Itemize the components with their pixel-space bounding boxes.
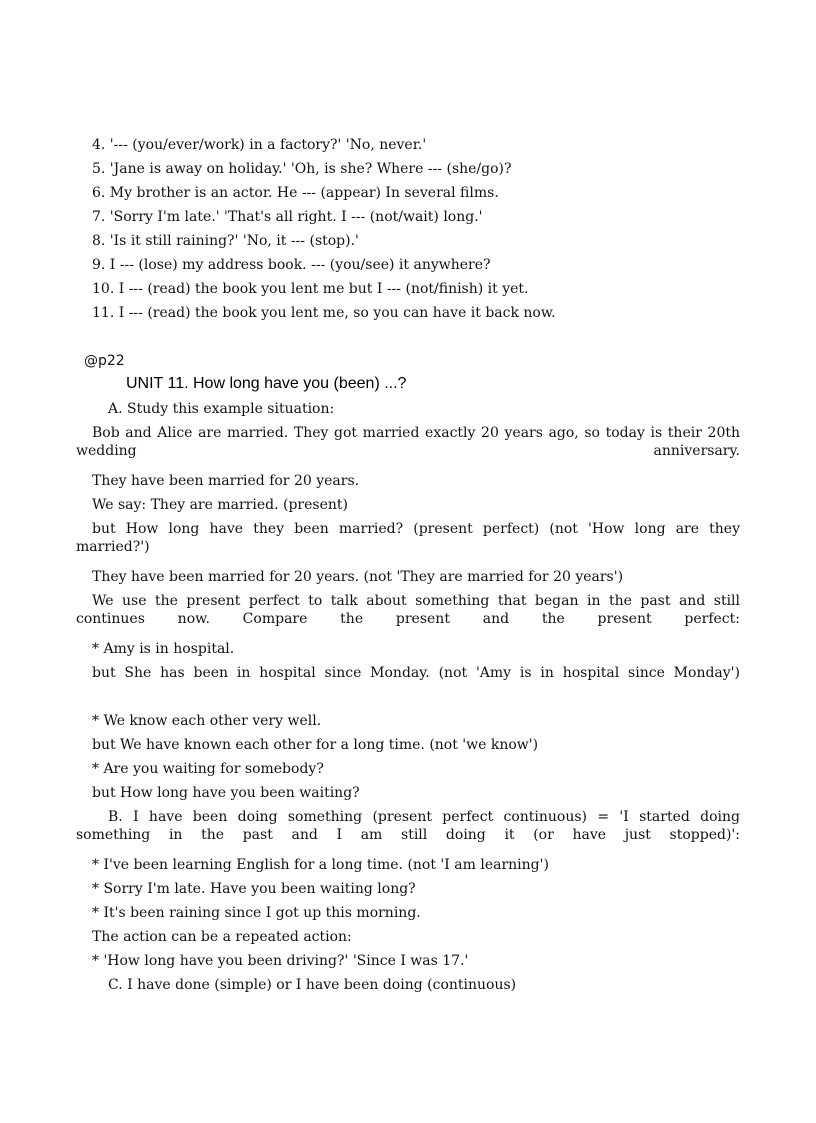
section-a-line-1: They have been married for 20 years.	[92, 473, 360, 489]
section-a-line-11: but How long have you been waiting?	[92, 785, 360, 801]
section-a-line-8: * We know each other very well.	[92, 713, 322, 729]
section-b-line-1: * I've been learning English for a long time. (not 'I am learning')	[92, 857, 549, 873]
section-b-line-5: * 'How long have you been driving?' 'Since I was 17.'	[92, 953, 469, 969]
exercise-4: 4. '--- (you/ever/work) in a factory?' 'No, never.'	[92, 137, 427, 153]
exercise-11: 11. I --- (read) the book you lent me, so you can have it back now.	[92, 305, 556, 321]
section-b-line-2: * Sorry I'm late. Have you been waiting long?	[92, 881, 416, 897]
section-a-line-10: * Are you waiting for somebody?	[92, 761, 324, 777]
section-a-line-3: but How long have they been married? (present perfect) (not 'How long are they married?')	[76, 521, 740, 555]
section-a-line-2: We say: They are married. (present)	[92, 497, 348, 513]
section-a-line-4: They have been married for 20 years. (not 'They are married for 20 years')	[92, 569, 624, 585]
exercise-7: 7. 'Sorry I'm late.' 'That's all right. I --- (not/wait) long.'	[92, 209, 483, 225]
unit-title: UNIT 11. How long have you (been) ...?	[126, 375, 407, 392]
section-a-line-9: but We have known each other for a long time. (not 'we know')	[92, 737, 539, 753]
section-b-line-4: The action can be a repeated action:	[92, 929, 352, 945]
exercise-9: 9. I --- (lose) my address book. --- (you/see) it anywhere?	[92, 257, 491, 273]
section-a-line-6: * Amy is in hospital.	[92, 641, 235, 657]
exercise-8: 8. 'Is it still raining?' 'No, it --- (stop).'	[92, 233, 359, 249]
section-b-heading: B. I have been doing something (present perfect continuous) = 'I started doing something in the past and I am still doing it (or have just stopped)':	[76, 809, 740, 843]
section-b-line-3: * It's been raining since I got up this morning.	[92, 905, 421, 921]
section-a-heading: A. Study this example situation:	[108, 401, 335, 417]
exercise-5: 5. 'Jane is away on holiday.' 'Oh, is she? Where --- (she/go)?	[92, 161, 512, 177]
exercise-6: 6. My brother is an actor. He --- (appear) In several films.	[92, 185, 499, 201]
section-c-heading: C. I have done (simple) or I have been doing (continuous)	[108, 977, 517, 993]
section-a-line-7: but She has been in hospital since Monday. (not 'Amy is in hospital since Monday')	[92, 665, 740, 681]
section-a-line-5: We use the present perfect to talk about something that began in the past and still continues now. Compare the present and the present perfect:	[76, 593, 740, 627]
section-a-intro: Bob and Alice are married. They got married exactly 20 years ago, so today is their 20th wedding anniversary.	[76, 425, 740, 459]
page-tag: @p22	[84, 353, 125, 369]
exercise-10: 10. I --- (read) the book you lent me but I --- (not/finish) it yet.	[92, 281, 529, 297]
